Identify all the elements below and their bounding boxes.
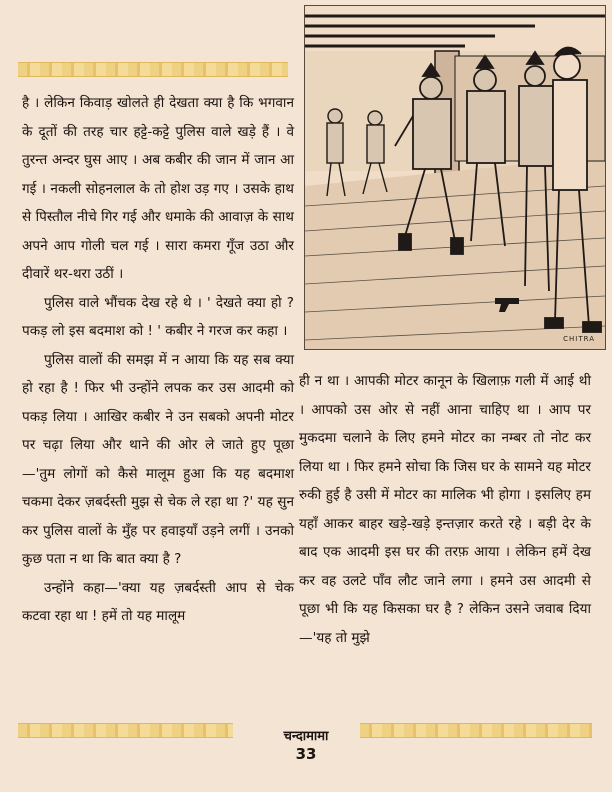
magazine-name: चन्दामामा [283, 729, 329, 744]
story-illustration [304, 5, 606, 350]
page-number: 33 [295, 745, 317, 763]
paragraph-4: उन्होंने कहा—'क्या यह ज़बर्दस्ती आप से चेक कटवा रहा था ! हमें तो यह मालूम [22, 579, 294, 624]
police-scene-drawing [305, 6, 605, 349]
paragraph-right: ही न था । आपकी मोटर कानून के खिलाफ़ गली में आई थी । आपको उस ओर से नहीं आना चाहिए था । आप पर मुकदमा चलाने के लिए हमने मोटर का नम्बर तो नोट कर लिया था । फिर हमने सोचा कि जिस घर के सामने यह मोटर रुकी हुई है उसी में मोटर का मालिक भी होगा । इसलिए हम यहाँ आकर बाहर खड़े-खड़े इन्तज़ार करते रहे । बड़ी देर के बाद एक आदमी इस घर की तरफ़ आया । लेकिन हमें देख कर वह उलटे पाँव लौट जाने लगा । हमने उस आदमी से पूछा भी कि यह किसका घर है ? लेकिन उसने जवाब दिया—'यह तो मुझे [299, 373, 591, 646]
article-left-column [22, 89, 294, 631]
paragraph-2: पुलिस वाले भौंचक देख रहे थे । ' देखते क्या हो ? पकड़ लो इस बदमाश को ! ' कबीर ने गरज कर कहा । [22, 294, 294, 339]
paragraph-3: पुलिस वालों की समझ में न आया कि यह सब क्या हो रहा है ! फिर भी उन्होंने लपक कर उस आदमी को पकड़ लिया । आखिर कबीर ने उन सबको अपनी मोटर पर चढ़ा लिया और थाने की ओर ले जाते हुए पूछा—'तुम लोगों को कैसे मालूम हुआ कि यह बदमाश चकमा देकर ज़बर्दस्ती मुझ से चेक ले रहा था ?' यह सुन कर पुलिस वालों के मुँह पर हवाइयाँ उड़ने लगीं । उनको कुछ पता न था कि बात क्या है ? [22, 351, 294, 567]
ceiling-stripes [305, 16, 605, 46]
paragraph-1: है । लेकिन किवाड़ खोलते ही देखता क्या है कि भगवान के दूतों की तरह चार हट्टे-कट्टे पुलिस वाले खड़े हैं । वे तुरन्त अन्दर घुस आए । अब कबीर की जान में जान आ गई । नकली सोहनलाल के तो होश उड़ गए । उसके हाथ से पिस्तौल नीचे गिर गई और धमाके की आवाज़ के साथ अपने आप गोली चल गई । सारा कमरा गूँज उठा और दीवारें थर-थरा उठीं । [22, 95, 294, 282]
decorative-band-top [18, 62, 288, 77]
article-right-column [299, 367, 591, 652]
artist-signature: CHITRA [563, 335, 595, 343]
